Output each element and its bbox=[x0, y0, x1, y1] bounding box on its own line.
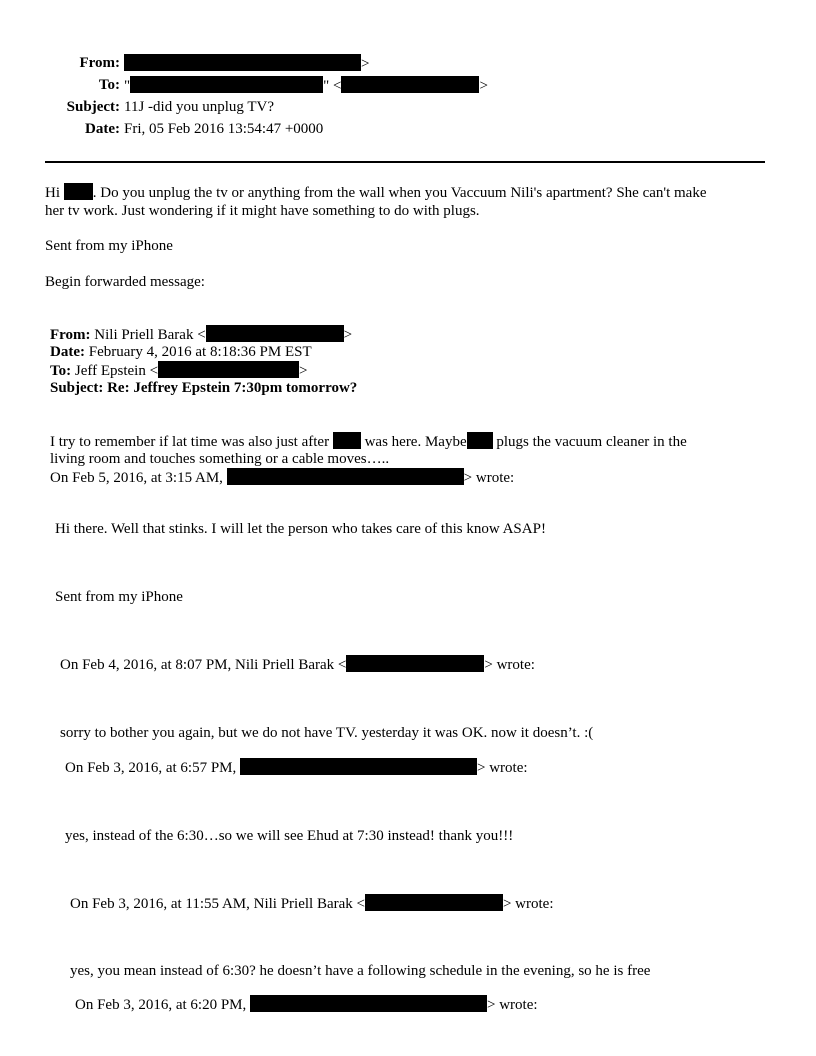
msg1-text-b: was here. Maybe bbox=[364, 434, 467, 450]
body-line-2: her tv work. Just wondering if it might have something to do with plugs. bbox=[45, 203, 480, 219]
to-label: To: bbox=[98, 77, 120, 93]
to-value bbox=[124, 76, 488, 95]
fwd-from bbox=[50, 325, 352, 344]
on-wrote-4 bbox=[70, 894, 554, 913]
subject-value: 11J -did you unplug TV? bbox=[124, 99, 274, 115]
redaction-block bbox=[346, 655, 484, 672]
sent-from: Sent from my iPhone bbox=[45, 238, 173, 254]
fwd-to bbox=[50, 361, 308, 380]
greeting: Hi bbox=[45, 185, 60, 201]
fwd-subject-value: Re: Jeffrey Epstein 7:30pm tomorrow? bbox=[107, 380, 358, 396]
fwd-to-label: To: bbox=[50, 363, 72, 379]
gt-symbol: > bbox=[361, 56, 370, 72]
fwd-from-name: Nili Priell Barak < bbox=[94, 327, 206, 343]
on5-prefix: On Feb 3, 2016, at 6:20 PM, bbox=[75, 997, 247, 1013]
message-3: sorry to bother you again, but we do not have TV. yesterday it was OK. now it doesn’t. :( bbox=[60, 725, 594, 741]
redaction-block bbox=[240, 758, 477, 775]
quote-close: " < bbox=[323, 78, 342, 94]
redaction-block bbox=[64, 183, 93, 200]
date-value: Fri, 05 Feb 2016 13:54:47 +0000 bbox=[124, 121, 324, 137]
fwd-subject-label: Subject: bbox=[50, 380, 104, 396]
from-label: From: bbox=[79, 55, 120, 71]
message-1-line-2: living room and touches something or a cable moves….. bbox=[50, 451, 390, 467]
msg1-text-c: plugs the vacuum cleaner in the bbox=[496, 434, 687, 450]
gt-symbol: > bbox=[299, 363, 308, 379]
date-label: Date: bbox=[85, 121, 120, 137]
fwd-subject bbox=[50, 379, 357, 397]
redaction-block bbox=[333, 432, 361, 449]
on3-prefix: On Feb 3, 2016, at 6:57 PM, bbox=[65, 760, 237, 776]
on-wrote-2 bbox=[60, 655, 535, 674]
message-2: Hi there. Well that stinks. I will let the person who takes care of this know ASAP! bbox=[55, 521, 546, 537]
begin-forwarded: Begin forwarded message: bbox=[45, 274, 205, 290]
wrote-suffix: > wrote: bbox=[484, 657, 535, 673]
header-divider bbox=[45, 161, 765, 163]
on2-prefix: On Feb 4, 2016, at 8:07 PM, Nili Priell Barak < bbox=[60, 657, 347, 673]
redaction-block bbox=[341, 76, 479, 93]
redaction-block bbox=[365, 894, 503, 911]
redaction-block bbox=[206, 325, 344, 342]
message-4: yes, instead of the 6:30…so we will see Ehud at 7:30 instead! thank you!!! bbox=[65, 828, 514, 844]
wrote-suffix: > wrote: bbox=[502, 896, 554, 912]
gt-symbol: > bbox=[479, 78, 488, 94]
wrote-suffix: > wrote: bbox=[487, 997, 538, 1013]
from-value bbox=[124, 54, 369, 73]
body-line-1 bbox=[45, 183, 707, 202]
wrote-suffix: > wrote: bbox=[463, 470, 515, 486]
redaction-block bbox=[158, 361, 299, 378]
on-wrote-3 bbox=[65, 758, 528, 777]
quote-open: " bbox=[124, 78, 131, 94]
body-text-1: . Do you unplug the tv or anything from the wall when you Vaccuum Nili's apartment? She can't make bbox=[92, 185, 707, 201]
gt-symbol: > bbox=[343, 327, 353, 343]
msg1-text-a: I try to remember if lat time was also just after bbox=[50, 434, 330, 450]
fwd-date-label: Date: bbox=[50, 344, 85, 360]
wrote-suffix: > wrote: bbox=[477, 760, 528, 776]
redaction-block bbox=[467, 432, 493, 449]
on1-prefix: On Feb 5, 2016, at 3:15 AM, bbox=[50, 470, 223, 486]
on-wrote-1 bbox=[50, 468, 514, 487]
subject-label: Subject: bbox=[66, 99, 120, 115]
message-5: yes, you mean instead of 6:30? he doesn’t have a following schedule in the evening, so he is free bbox=[70, 963, 651, 979]
redaction-block bbox=[227, 468, 464, 485]
on4-prefix: On Feb 3, 2016, at 11:55 AM, Nili Priell Barak < bbox=[70, 896, 365, 912]
on-wrote-5 bbox=[75, 995, 538, 1014]
message-1-line-1 bbox=[50, 432, 687, 451]
fwd-date bbox=[50, 343, 312, 361]
fwd-to-name: Jeff Epstein < bbox=[74, 363, 159, 379]
fwd-from-label: From: bbox=[50, 327, 91, 343]
redaction-block bbox=[124, 54, 361, 71]
sent-from-2: Sent from my iPhone bbox=[55, 589, 183, 605]
redaction-block bbox=[130, 76, 323, 93]
fwd-date-value: February 4, 2016 at 8:18:36 PM EST bbox=[88, 344, 312, 360]
redaction-block bbox=[250, 995, 487, 1012]
